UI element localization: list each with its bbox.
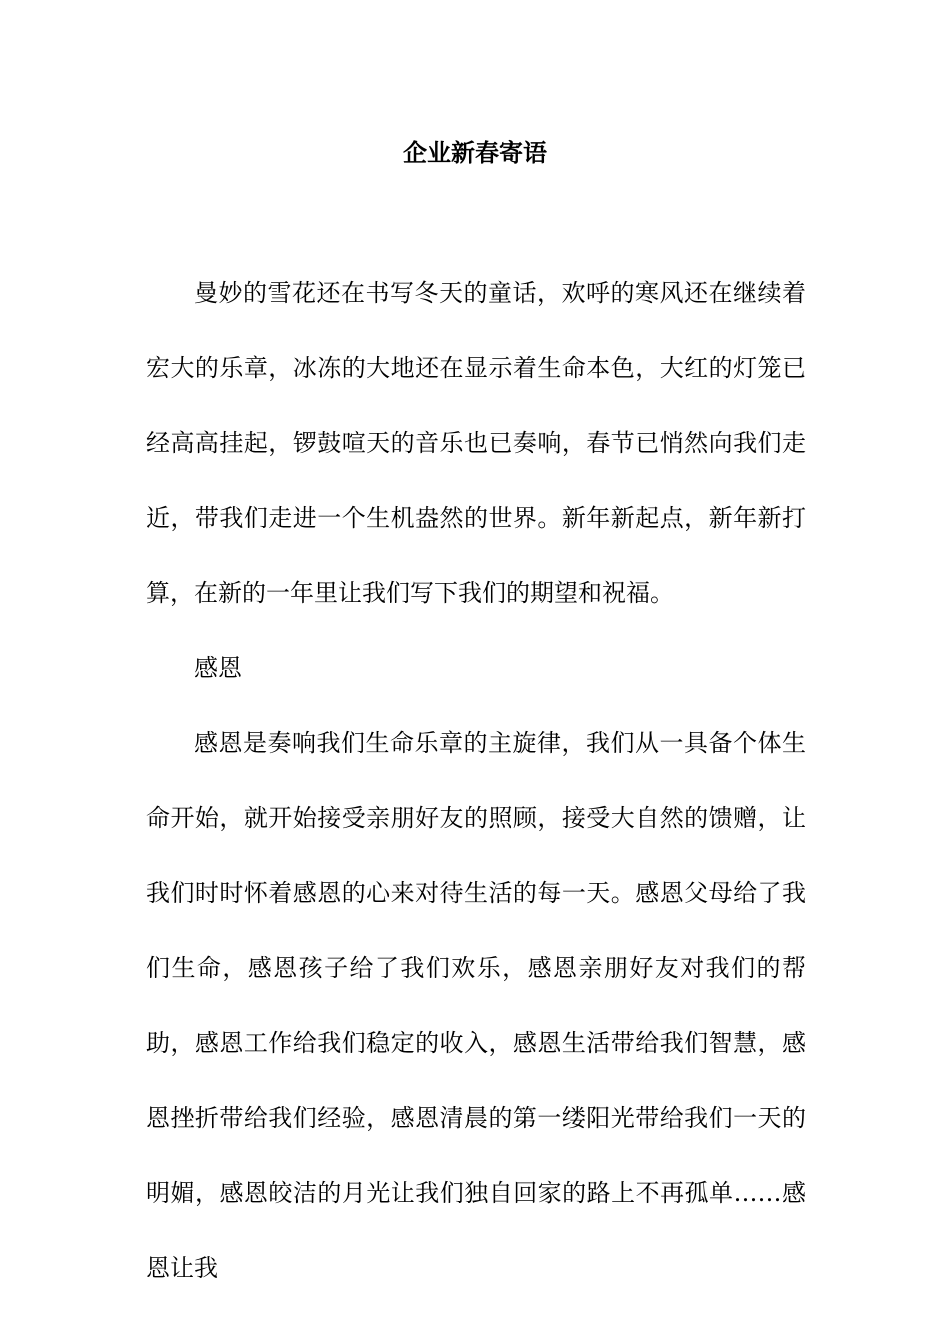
paragraph-heading-gratitude: 感恩 <box>194 654 242 682</box>
paragraph-intro: 曼妙的雪花还在书写冬天的童话，欢呼的寒风还在继续着宏大的乐章，冰冻的大地还在显示着生命本色，大红的灯笼已经高高挂起，锣鼓喧天的音乐也已奏响，春节已悄然向我们走近，带我们走进一个生机盎然的世界。新年新起点，新年新打算，在新的一年里让我们写下我们的期望和祝福。 <box>146 279 806 607</box>
document-title: 企业新春寄语 <box>403 138 547 167</box>
paragraph-gratitude: 感恩是奏响我们生命乐章的主旋律，我们从一具备个体生命开始，就开始接受亲朋好友的照顾，接受大自然的馈赠，让我们时时怀着感恩的心来对待生活的每一天。感恩父母给了我们生命，感恩孩子给了我们欢乐，感恩亲朋好友对我们的帮助，感恩工作给我们稳定的收入，感恩生活带给我们智慧，感恩挫折带给我们经验，感恩清晨的第一缕阳光带给我们一天的明媚，感恩皎洁的月光让我们独自回家的路上不再孤单……感恩让我 <box>146 729 806 1282</box>
document-body <box>146 256 806 1306</box>
